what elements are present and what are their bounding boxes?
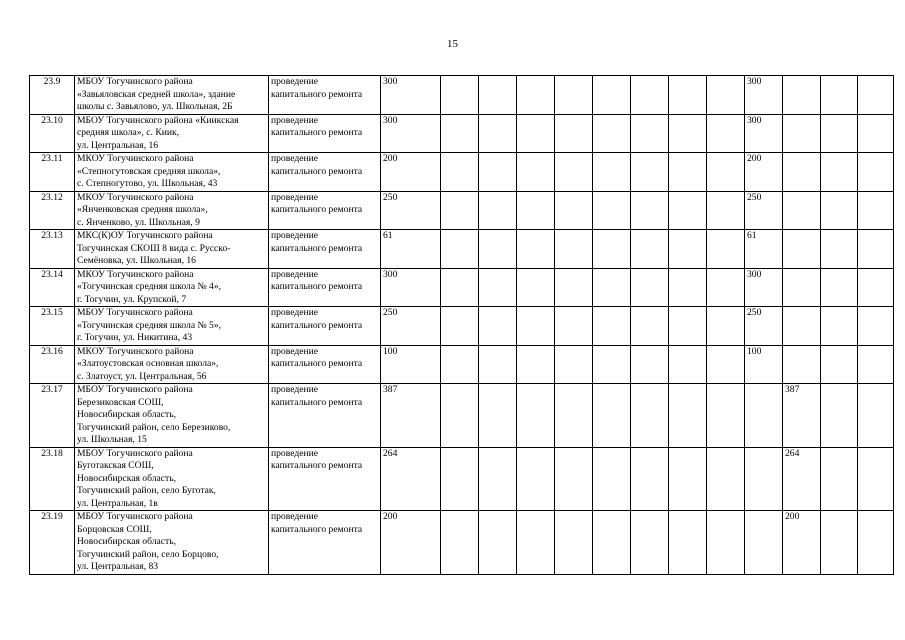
year-amount: [517, 268, 555, 307]
year-amount: [441, 191, 479, 230]
work-type-line: проведение: [271, 511, 318, 522]
year-amount: [593, 307, 631, 346]
school-name-line: Тогучинская СКОШ 8 вида с. Русско-: [77, 242, 231, 254]
work-type-line: капитального ремонта: [271, 319, 363, 331]
year-amount: [441, 153, 479, 192]
total-amount: 100: [381, 345, 441, 384]
year-amount: [555, 114, 593, 153]
work-type-cell: [269, 511, 381, 575]
year-amount: 264: [783, 447, 821, 511]
year-amount: [821, 384, 858, 448]
work-type-line: капитального ремонта: [271, 460, 363, 471]
year-amount: 61: [745, 230, 783, 269]
year-amount: [593, 268, 631, 307]
work-type-line: капитального ремонта: [271, 204, 363, 215]
year-amount: [555, 384, 593, 448]
row-number: 23.14: [30, 268, 75, 307]
year-amount: [479, 307, 517, 346]
year-amount: [821, 345, 858, 384]
school-name-line: МБОУ Тогучинского района: [77, 76, 193, 87]
year-amount: [858, 76, 894, 115]
year-amount: [441, 114, 479, 153]
year-amount: [631, 191, 669, 230]
year-amount: [669, 307, 707, 346]
work-type-cell: [269, 268, 381, 307]
year-amount: [707, 191, 745, 230]
year-amount: [555, 447, 593, 511]
year-amount: [441, 307, 479, 346]
year-amount: [858, 114, 894, 153]
table-row: [30, 153, 894, 192]
row-number: 23.13: [30, 230, 75, 269]
total-amount: 264: [381, 447, 441, 511]
year-amount: 100: [745, 345, 783, 384]
year-amount: [783, 230, 821, 269]
year-amount: [858, 345, 894, 384]
year-amount: [783, 345, 821, 384]
school-name-line: школы с. Завьялово, ул. Школьная, 2Б: [77, 101, 233, 112]
school-name-line: «Завьяловская средней школа», здание: [77, 88, 236, 100]
year-amount: [707, 76, 745, 115]
year-amount: [858, 268, 894, 307]
school-name-line: «Тогучинская средняя школа № 5»,: [77, 319, 222, 331]
work-type-line: проведение: [271, 153, 318, 164]
school-name-line: МКОУ Тогучинского района: [77, 268, 194, 280]
school-name-line: ул. Центральная, 1в: [77, 497, 158, 509]
year-amount: [441, 268, 479, 307]
table-body: [30, 76, 894, 575]
year-amount: [593, 447, 631, 511]
total-amount: 300: [381, 114, 441, 153]
year-amount: [555, 76, 593, 115]
year-amount: 300: [745, 76, 783, 115]
work-type-line: капитального ремонта: [271, 165, 363, 177]
work-type-line: проведение: [271, 114, 318, 126]
year-amount: [479, 76, 517, 115]
year-amount: [669, 384, 707, 448]
year-amount: [669, 511, 707, 575]
work-type-cell: [269, 384, 381, 448]
total-amount: 200: [381, 153, 441, 192]
year-amount: [631, 153, 669, 192]
year-amount: [517, 345, 555, 384]
year-amount: [783, 114, 821, 153]
work-type-line: проведение: [271, 447, 318, 459]
work-type-line: проведение: [271, 345, 318, 357]
year-amount: [479, 191, 517, 230]
year-amount: [821, 114, 858, 153]
year-amount: 387: [783, 384, 821, 448]
school-name-line: Семёновка, ул. Школьная, 16: [77, 255, 196, 266]
school-name-line: Новосибирская область,: [77, 409, 176, 420]
year-amount: [441, 511, 479, 575]
year-amount: [517, 230, 555, 269]
year-amount: [669, 153, 707, 192]
year-amount: [479, 114, 517, 153]
year-amount: [707, 345, 745, 384]
year-amount: [517, 307, 555, 346]
work-type-line: капитального ремонта: [271, 523, 363, 535]
row-number: 23.12: [30, 191, 75, 230]
year-amount: [631, 384, 669, 448]
total-amount: 300: [381, 76, 441, 115]
capital-repair-table: [29, 75, 894, 575]
school-name-line: МБОУ Тогучинского района: [77, 307, 193, 318]
work-type-line: капитального ремонта: [271, 88, 363, 100]
year-amount: [745, 384, 783, 448]
year-amount: [517, 511, 555, 575]
year-amount: [479, 230, 517, 269]
school-name-line: МБОУ Тогучинского района: [77, 511, 193, 522]
school-name-cell: [75, 307, 269, 346]
year-amount: [707, 153, 745, 192]
work-type-cell: [269, 345, 381, 384]
year-amount: [441, 384, 479, 448]
work-type-line: капитального ремонта: [271, 242, 363, 254]
year-amount: [783, 191, 821, 230]
school-name-cell: [75, 268, 269, 307]
year-amount: [669, 76, 707, 115]
year-amount: 200: [783, 511, 821, 575]
table-row: [30, 345, 894, 384]
year-amount: [783, 76, 821, 115]
school-name-cell: [75, 384, 269, 448]
school-name-line: «Златоустовская основная школа»,: [77, 358, 219, 369]
table-row: [30, 76, 894, 115]
work-type-line: капитального ремонта: [271, 127, 363, 138]
year-amount: [593, 153, 631, 192]
year-amount: [783, 307, 821, 346]
row-number: 23.11: [30, 153, 75, 192]
year-amount: 300: [745, 114, 783, 153]
work-type-line: проведение: [271, 230, 318, 241]
school-name-line: МКОУ Тогучинского района: [77, 191, 194, 203]
year-amount: [517, 384, 555, 448]
school-name-cell: [75, 191, 269, 230]
work-type-line: проведение: [271, 268, 318, 280]
total-amount: 387: [381, 384, 441, 448]
row-number: 23.10: [30, 114, 75, 153]
school-name-cell: [75, 153, 269, 192]
year-amount: [593, 511, 631, 575]
year-amount: [631, 307, 669, 346]
school-name-cell: [75, 114, 269, 153]
year-amount: [707, 230, 745, 269]
year-amount: [707, 307, 745, 346]
year-amount: [593, 230, 631, 269]
year-amount: [441, 447, 479, 511]
school-name-line: МКС(К)ОУ Тогучинского района: [77, 230, 213, 241]
row-number: 23.17: [30, 384, 75, 448]
work-type-line: проведение: [271, 191, 318, 203]
school-name-cell: [75, 76, 269, 115]
school-name-line: МБОУ Тогучинского района «Киикская: [77, 114, 239, 126]
year-amount: [821, 76, 858, 115]
year-amount: [707, 268, 745, 307]
work-type-cell: [269, 447, 381, 511]
school-name-cell: [75, 230, 269, 269]
year-amount: [631, 511, 669, 575]
year-amount: [555, 230, 593, 269]
year-amount: [441, 76, 479, 115]
year-amount: [821, 447, 858, 511]
table-row: [30, 511, 894, 575]
year-amount: [479, 384, 517, 448]
school-name-line: МКОУ Тогучинского района: [77, 153, 194, 164]
school-name-line: Борцовская СОШ,: [77, 523, 152, 535]
work-type-cell: [269, 76, 381, 115]
school-name-line: «Янченковская средняя школа»,: [77, 204, 208, 215]
school-name-line: «Степногутовская средняя школа»,: [77, 165, 221, 177]
year-amount: [707, 114, 745, 153]
total-amount: 61: [381, 230, 441, 269]
year-amount: [631, 447, 669, 511]
school-name-cell: [75, 511, 269, 575]
year-amount: [479, 153, 517, 192]
year-amount: [555, 191, 593, 230]
year-amount: [821, 511, 858, 575]
year-amount: [479, 447, 517, 511]
table-row: [30, 191, 894, 230]
school-name-line: Тогучинский район, село Буготак,: [77, 485, 216, 496]
work-type-line: капитального ремонта: [271, 396, 363, 408]
year-amount: [479, 345, 517, 384]
school-name-cell: [75, 447, 269, 511]
year-amount: [858, 230, 894, 269]
table-row: [30, 114, 894, 153]
year-amount: [593, 114, 631, 153]
year-amount: [517, 114, 555, 153]
table-row: [30, 230, 894, 269]
year-amount: [821, 230, 858, 269]
school-name-line: Новосибирская область,: [77, 472, 176, 484]
year-amount: [707, 384, 745, 448]
year-amount: [669, 191, 707, 230]
year-amount: [555, 268, 593, 307]
year-amount: [517, 447, 555, 511]
school-name-line: с. Златоуст, ул. Центральная, 56: [77, 370, 207, 382]
year-amount: [669, 114, 707, 153]
year-amount: [707, 511, 745, 575]
work-type-line: проведение: [271, 307, 318, 318]
year-amount: [821, 191, 858, 230]
school-name-line: Тогучинский район, село Березиково,: [77, 421, 231, 433]
year-amount: [783, 153, 821, 192]
year-amount: 250: [745, 191, 783, 230]
year-amount: [821, 307, 858, 346]
year-amount: [745, 447, 783, 511]
school-name-line: Буготакская СОШ,: [77, 460, 154, 471]
school-name-line: с. Янченково, ул. Школьная, 9: [77, 216, 200, 228]
work-type-line: капитального ремонта: [271, 358, 363, 369]
year-amount: [669, 230, 707, 269]
table-row: [30, 384, 894, 448]
year-amount: [517, 153, 555, 192]
school-name-line: с. Степногутово, ул. Школьная, 43: [77, 178, 218, 189]
year-amount: [669, 447, 707, 511]
year-amount: [631, 114, 669, 153]
year-amount: [479, 511, 517, 575]
year-amount: [593, 345, 631, 384]
year-amount: [669, 268, 707, 307]
work-type-cell: [269, 230, 381, 269]
row-number: 23.16: [30, 345, 75, 384]
year-amount: [593, 384, 631, 448]
work-type-cell: [269, 191, 381, 230]
year-amount: [517, 76, 555, 115]
school-name-cell: [75, 345, 269, 384]
school-name-line: Тогучинский район, село Борцово,: [77, 548, 219, 560]
year-amount: [555, 345, 593, 384]
year-amount: [858, 384, 894, 448]
table-row: [30, 447, 894, 511]
work-type-line: проведение: [271, 76, 318, 87]
work-type-cell: [269, 153, 381, 192]
year-amount: [858, 511, 894, 575]
school-name-line: МБОУ Тогучинского района: [77, 447, 193, 459]
year-amount: [821, 268, 858, 307]
total-amount: 250: [381, 307, 441, 346]
year-amount: 300: [745, 268, 783, 307]
table-row: [30, 268, 894, 307]
total-amount: 200: [381, 511, 441, 575]
year-amount: 200: [745, 153, 783, 192]
year-amount: [593, 76, 631, 115]
school-name-line: Новосибирская область,: [77, 536, 176, 547]
total-amount: 250: [381, 191, 441, 230]
school-name-line: средняя школа», с. Киик,: [77, 127, 180, 138]
year-amount: [631, 76, 669, 115]
school-name-line: МБОУ Тогучинского района: [77, 384, 193, 395]
school-name-line: г. Тогучин, ул. Никитина, 43: [77, 332, 193, 343]
year-amount: [631, 268, 669, 307]
year-amount: [858, 447, 894, 511]
year-amount: [858, 153, 894, 192]
total-amount: 300: [381, 268, 441, 307]
year-amount: [555, 307, 593, 346]
school-name-line: ул. Центральная, 16: [77, 139, 159, 151]
year-amount: [631, 230, 669, 269]
year-amount: [631, 345, 669, 384]
work-type-cell: [269, 114, 381, 153]
year-amount: [669, 345, 707, 384]
year-amount: [479, 268, 517, 307]
school-name-line: МКОУ Тогучинского района: [77, 345, 194, 357]
year-amount: [707, 447, 745, 511]
year-amount: [821, 153, 858, 192]
year-amount: [858, 307, 894, 346]
year-amount: [441, 230, 479, 269]
year-amount: [858, 191, 894, 230]
year-amount: [555, 153, 593, 192]
year-amount: [555, 511, 593, 575]
page-number: 15: [447, 38, 458, 50]
work-type-line: проведение: [271, 384, 318, 395]
year-amount: 250: [745, 307, 783, 346]
year-amount: [593, 191, 631, 230]
year-amount: [783, 268, 821, 307]
year-amount: [441, 345, 479, 384]
school-name-line: «Тогучинская средняя школа № 4»,: [77, 281, 222, 292]
school-name-line: Березиковская СОШ,: [77, 396, 164, 408]
work-type-cell: [269, 307, 381, 346]
school-name-line: ул. Школьная, 15: [77, 434, 147, 445]
year-amount: [517, 191, 555, 230]
row-number: 23.15: [30, 307, 75, 346]
table-row: [30, 307, 894, 346]
row-number: 23.9: [30, 76, 75, 115]
row-number: 23.19: [30, 511, 75, 575]
row-number: 23.18: [30, 447, 75, 511]
school-name-line: ул. Центральная, 83: [77, 561, 159, 572]
school-name-line: г. Тогучин, ул. Крупской, 7: [77, 293, 187, 305]
work-type-line: капитального ремонта: [271, 281, 363, 292]
year-amount: [745, 511, 783, 575]
